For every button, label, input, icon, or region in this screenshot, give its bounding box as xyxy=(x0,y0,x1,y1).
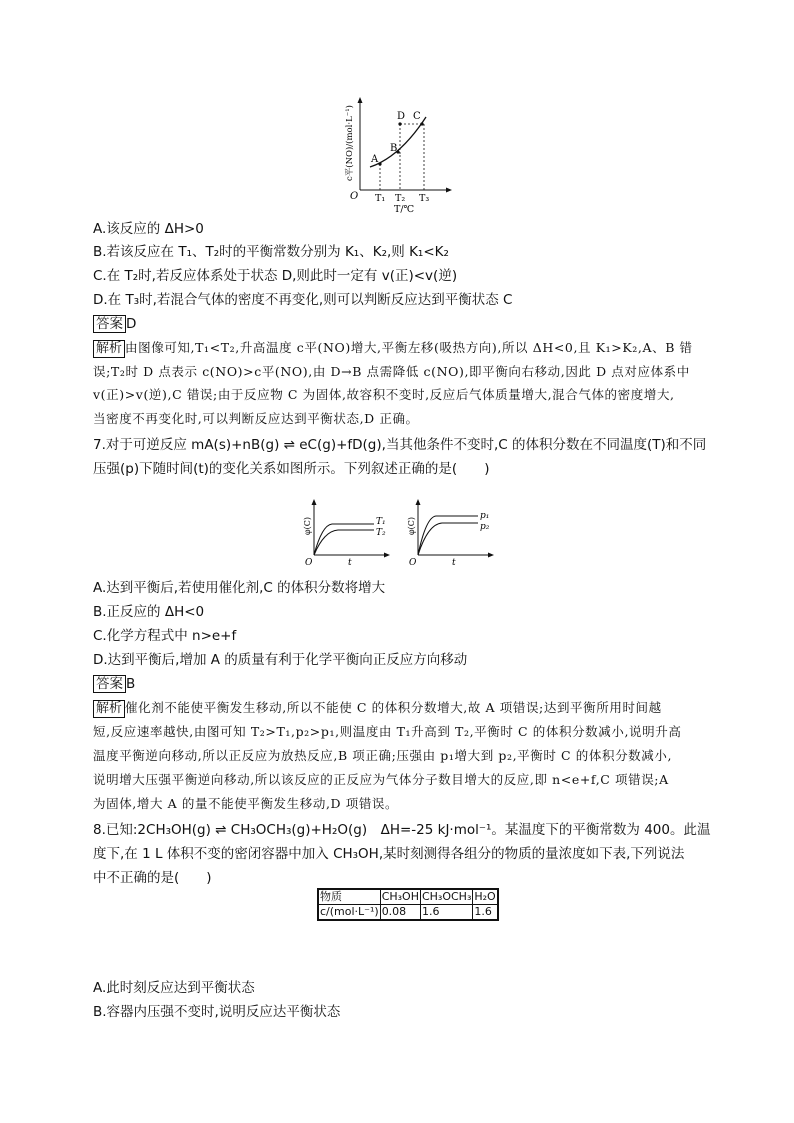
table-header-cell: 物质 xyxy=(318,889,380,905)
q6-tick-t2: T₂ xyxy=(395,193,406,204)
q6-point-c: C xyxy=(413,111,421,122)
q7-left-curve1-label: T₁ xyxy=(376,517,386,527)
q6-answer: D xyxy=(126,316,137,332)
q6-ylabel: c平(NO)/(mol·L⁻¹) xyxy=(345,105,355,181)
table-row xyxy=(318,905,498,921)
explanation-tag: 解析 xyxy=(93,700,125,718)
q7-left-xlabel: t xyxy=(348,558,352,568)
q6-expl-text-1: 由图像可知,T₁<T₂,升高温度 c平(NO)增大,平衡左移(吸热方向),所以 ΔH<0,且 K₁>K₂,A、B 错 xyxy=(125,340,693,355)
q8-option-a: A.此时刻反应达到平衡状态 xyxy=(93,980,255,996)
q7-expl-text-1: 催化剂不能使平衡发生移动,所以不能使 C 的体积分数增大,故 A 项错误;达到平衡所用时间越 xyxy=(125,700,662,715)
answer-tag: 答案 xyxy=(93,315,126,333)
q7-answer: B xyxy=(126,676,136,692)
q7-right-xlabel: t xyxy=(452,558,456,568)
q8-concentration-table xyxy=(317,888,499,921)
q7-explanation-line-3: 温度平衡逆向移动,所以正反应为放热反应,B 项正确;压强由 p₁增大到 p₂,平衡时 C 的体积分数减小, xyxy=(93,748,673,763)
q7-right-ylabel: φ(C) xyxy=(407,517,416,535)
q6-answer-row xyxy=(93,314,136,334)
q7-option-b: B.正反应的 ΔH<0 xyxy=(93,604,205,620)
q6-option-c: C.在 T₂时,若反应体系处于状态 D,则此时一定有 v(正)<v(逆) xyxy=(93,268,458,284)
q7-stem-line-1: 7.对于可逆反应 mA(s)+nB(g) ⇌ eC(g)+fD(g),当其他条件不变时,C 的体积分数在不同温度(T)和不同 xyxy=(93,437,707,453)
q6-origin: O xyxy=(350,191,359,202)
table-row-label: c/(mol·L⁻¹) xyxy=(320,905,379,918)
table-cell: 0.08 xyxy=(380,905,420,921)
table-header-cell: CH₃OH xyxy=(381,890,419,903)
table-row xyxy=(318,889,498,905)
q6-point-a: A xyxy=(371,154,379,165)
table-cell: 1.6 xyxy=(473,905,498,921)
q7-explanation-line-2: 短,反应速率越快,由图可知 T₂>T₁,p₂>p₁,则温度由 T₁升高到 T₂,平衡时 C 的体积分数减小,说明升高 xyxy=(93,724,682,739)
q7-option-d: D.达到平衡后,增加 A 的质量有利于化学平衡向正反应方向移动 xyxy=(93,652,468,668)
q6-option-d: D.在 T₃时,若混合气体的密度不再变化,则可以判断反应达到平衡状态 C xyxy=(93,292,513,308)
q6-explanation-line-3: v(正)>v(逆),C 错误;由于反应物 C 为固体,故容积不变时,反应后气体质量增大,混合气体的密度增大, xyxy=(93,387,675,402)
q7-explanation-line-4: 说明增大压强平衡逆向移动,所以该反应的正反应为气体分子数目增大的反应,即 n<e+f,C 项错误;A xyxy=(93,772,669,787)
q7-explanation-line-5: 为固体,增大 A 的量不能使平衡发生移动,D 项错误。 xyxy=(93,796,399,811)
q7-option-c: C.化学方程式中 n>e+f xyxy=(93,628,237,644)
q8-stem-line-1: 8.已知:2CH₃OH(g) ⇌ CH₃OCH₃(g)+H₂O(g) ΔH=-25 kJ·mol⁻¹。某温度下的平衡常数为 400。此温 xyxy=(93,822,711,838)
q6-option-b: B.若该反应在 T₁、T₂时的平衡常数分别为 K₁、K₂,则 K₁<K₂ xyxy=(93,244,449,260)
q7-explanation-line-1 xyxy=(93,698,662,718)
q6-explanation-line-1 xyxy=(93,338,693,358)
table-header-cell: H₂O xyxy=(474,890,496,903)
q6-tick-t3: T₃ xyxy=(419,193,430,204)
q8-stem-line-2: 度下,在 1 L 体积不变的密闭容器中加入 CH₃OH,某时刻测得各组分的物质的量浓度如下表,下列说法 xyxy=(93,846,685,862)
explanation-tag: 解析 xyxy=(93,340,125,358)
q7-right-curve2-label: p₂ xyxy=(480,522,490,532)
answer-tag: 答案 xyxy=(93,675,126,693)
q6-explanation-line-4: 当密度不再变化时,可以判断反应达到平衡状态,D 正确。 xyxy=(93,411,419,426)
q6-point-d: D xyxy=(397,111,406,122)
q6-explanation-line-2: 误;T₂时 D 点表示 c(NO)>c平(NO),由 D→B 点需降低 c(NO),即平衡向右移动,因此 D 点对应体系中 xyxy=(93,364,690,379)
table-header-cell: CH₃OCH₃ xyxy=(421,890,472,903)
q7-left-origin: O xyxy=(305,558,313,568)
q8-option-b: B.容器内压强不变时,说明反应达平衡状态 xyxy=(93,1004,341,1020)
q7-option-a: A.达到平衡后,若使用催化剂,C 的体积分数将增大 xyxy=(93,580,386,596)
q6-xlabel: T/℃ xyxy=(394,204,415,215)
q7-figure-pressure xyxy=(404,497,504,569)
q6-figure xyxy=(330,95,460,215)
q6-option-a: A.该反应的 ΔH>0 xyxy=(93,221,204,237)
q7-left-ylabel: φ(C) xyxy=(303,517,312,535)
q6-point-b: B xyxy=(390,143,398,154)
q8-stem-line-3: 中不正确的是( ) xyxy=(93,870,212,886)
q7-stem-line-2: 压强(p)下随时间(t)的变化关系如图所示。下列叙述正确的是( ) xyxy=(93,461,490,477)
q7-figure-temperature xyxy=(300,497,400,569)
table-cell: 1.6 xyxy=(420,905,472,921)
q6-tick-t1: T₁ xyxy=(375,193,386,204)
q6-curve xyxy=(370,117,426,167)
q7-right-curve1-label: p₁ xyxy=(480,511,490,521)
q7-left-curve2-label: T₂ xyxy=(376,528,386,538)
q7-right-origin: O xyxy=(409,558,417,568)
q7-answer-row xyxy=(93,674,135,694)
